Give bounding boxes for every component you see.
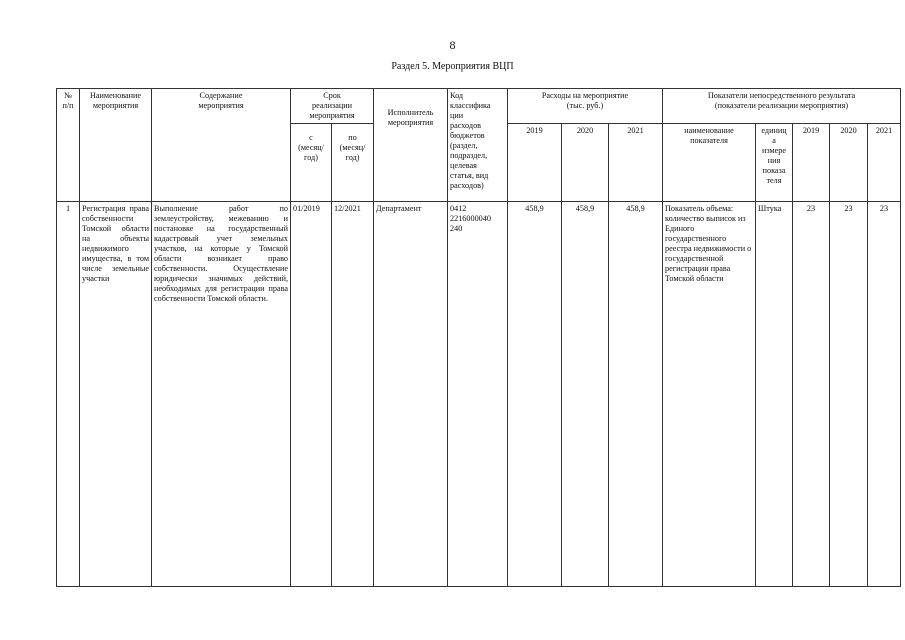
header-name: Наименование мероприятия	[80, 89, 152, 202]
row-expense-2019: 458,9	[508, 202, 562, 587]
row-executor: Департамент	[374, 202, 448, 587]
section-title: Раздел 5. Мероприятия ВЦП	[391, 61, 514, 72]
header-indicators: Показатели непосредственного результата (показатели реализации мероприятия)	[663, 89, 901, 124]
row-unit: Штука	[756, 202, 793, 587]
row-indicator: Показатель объема: количество выписок из Единого государственного реестра недвижимости о государственной регистрации права Томской области	[663, 202, 756, 587]
header-expenses: Расходы на мероприятие (тыс. руб.)	[508, 89, 663, 124]
row-expense-2020: 458,9	[562, 202, 609, 587]
header-indicator-name: наименование показателя	[663, 124, 756, 202]
header-row-1	[57, 89, 901, 124]
header-content: Содержание мероприятия	[152, 89, 291, 202]
row-from: 01/2019	[291, 202, 332, 587]
header-year-2019-exp: 2019	[508, 124, 562, 202]
header-unit: единиц а измере ния показа теля	[756, 124, 793, 202]
header-term-from: с (месяц/ год)	[291, 124, 332, 202]
table-row	[57, 202, 901, 587]
row-code: 0412 2216000040 240	[448, 202, 508, 587]
row-num: 1	[57, 202, 80, 587]
events-table	[56, 88, 901, 587]
row-result-2021: 23	[868, 202, 901, 587]
row-to: 12/2021	[332, 202, 374, 587]
row-result-2020: 23	[830, 202, 868, 587]
header-term-to: по (месяц/ год)	[332, 124, 374, 202]
header-executor: Исполнитель мероприятия	[374, 89, 448, 202]
header-code: Код классифика ции расходов бюджетов (раздел, подраздел, целевая статья, вид расходов)	[448, 89, 508, 202]
row-result-2019: 23	[793, 202, 830, 587]
header-year-2020-exp: 2020	[562, 124, 609, 202]
page-number: 8	[449, 38, 456, 52]
header-year-2021-res: 2021	[868, 124, 901, 202]
row-expense-2021: 458,9	[609, 202, 663, 587]
header-term: Срок реализации мероприятия	[291, 89, 374, 124]
header-num: № п/п	[57, 89, 80, 202]
header-year-2019-res: 2019	[793, 124, 830, 202]
header-year-2020-res: 2020	[830, 124, 868, 202]
header-year-2021-exp: 2021	[609, 124, 663, 202]
row-name: Регистрация права собственности Томской области на объекты недвижимого имущества, в том числе земельные участки	[80, 202, 152, 587]
row-content: Выполнение работ по землеустройству, межеванию и постановке на государственный кадастровый учет земельных участков, на которые у Томской области возникает право собственности. Осуществление юридически значимых действий, необходимых для регистрации права собственности Томской области.	[152, 202, 291, 587]
